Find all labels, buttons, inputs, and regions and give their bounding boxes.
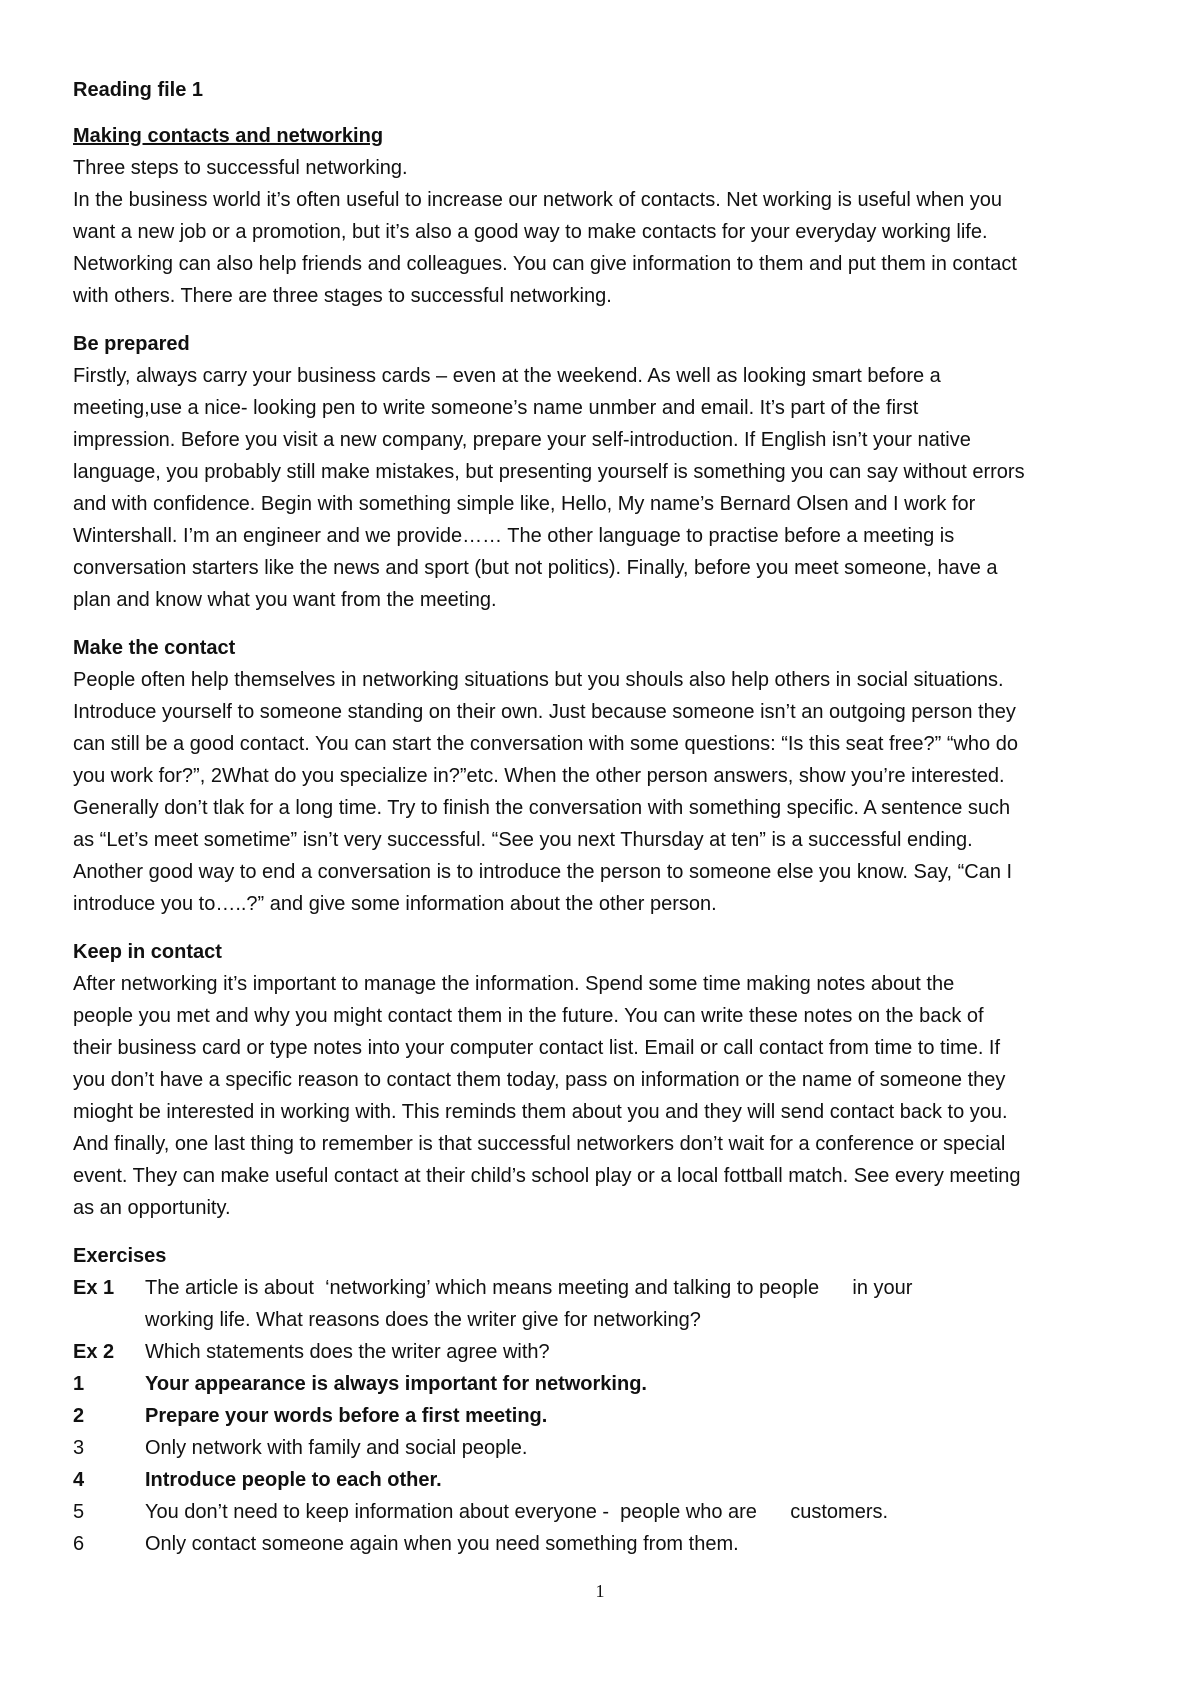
section-line: as an opportunity. — [73, 1197, 231, 1219]
exercises-section — [73, 1240, 1100, 1560]
statement-text: Only contact someone again when you need something from them. — [145, 1533, 739, 1555]
document-title: Reading file 1 — [73, 79, 204, 101]
exercise-2 — [73, 1336, 1100, 1368]
statement-item — [73, 1464, 1100, 1496]
section-line: can still be a good contact. You can start the conversation with some questions: “Is this seat free?” “who do — [73, 733, 1018, 755]
exercise-label: Ex 1 — [73, 1277, 115, 1299]
intro-line: want a new job or a promotion, but it’s also a good way to make contacts for your everyday working life. — [73, 221, 988, 243]
section-line: Introduce yourself to someone standing on their own. Just because someone isn’t an outgoing person they — [73, 701, 1016, 723]
statement-item — [73, 1528, 1100, 1560]
page-number: 1 — [595, 1581, 605, 1601]
exercise-text-line: The article is about ‘networking’ which means meeting and talking to people in your — [145, 1277, 913, 1299]
section-line: you work for?”, 2What do you specialize in?”etc. When the other person answers, show you’re interested. — [73, 765, 1005, 787]
section-line: their business card or type notes into your computer contact list. Email or call contact from time to time. If — [73, 1037, 1001, 1059]
section-heading: Make the contact — [73, 637, 236, 659]
section-line: Wintershall. I’m an engineer and we provide…… The other language to practise before a meeting is — [73, 525, 955, 547]
intro-line: Networking can also help friends and colleagues. You can give information to them and put them in contact — [73, 253, 1017, 275]
exercises-heading: Exercises — [73, 1245, 167, 1267]
statement-text: Introduce people to each other. — [145, 1469, 442, 1491]
section-heading: Be prepared — [73, 333, 190, 355]
intro-line: In the business world it’s often useful to increase our network of contacts. Net working is useful when you — [73, 189, 1003, 211]
statement-number: 4 — [73, 1469, 85, 1491]
intro-line: with others. There are three stages to successful networking. — [73, 285, 612, 307]
statement-text: Your appearance is always important for networking. — [145, 1373, 647, 1395]
section-line: Firstly, always carry your business cards – even at the weekend. As well as looking smart before a — [73, 365, 941, 387]
statement-text: Prepare your words before a first meeting. — [145, 1405, 548, 1427]
section-line: introduce you to…..?” and give some information about the other person. — [73, 893, 717, 915]
intro-paragraph — [73, 152, 1100, 312]
statement-number: 2 — [73, 1405, 85, 1427]
section-line: people you met and why you might contact them in the future. You can write these notes on the back of — [73, 1005, 984, 1027]
statement-number: 5 — [73, 1501, 85, 1523]
section-line: impression. Before you visit a new company, prepare your self-introduction. If English isn’t your native — [73, 429, 971, 451]
statement-item — [73, 1496, 1100, 1528]
section-line: Another good way to end a conversation is to introduce the person to someone else you know. Say, “Can I — [73, 861, 1013, 883]
exercise-1 — [73, 1272, 1100, 1336]
section-line: plan and know what you want from the meeting. — [73, 589, 497, 611]
section-make-the-contact — [73, 632, 1100, 920]
statement-number: 3 — [73, 1437, 85, 1459]
section-keep-in-contact — [73, 936, 1100, 1224]
statement-item — [73, 1432, 1100, 1464]
statement-number: 6 — [73, 1533, 85, 1555]
statement-text: You don’t need to keep information about everyone - people who are customers. — [145, 1501, 889, 1523]
statement-text: Only network with family and social people. — [145, 1437, 528, 1459]
section-be-prepared — [73, 328, 1100, 616]
exercise-text-line: Which statements does the writer agree with? — [145, 1341, 550, 1363]
section-line: as “Let’s meet sometime” isn’t very successful. “See you next Thursday at ten” is a successful ending. — [73, 829, 973, 851]
section-line: event. They can make useful contact at their child’s school play or a local fottball match. See every meeting — [73, 1165, 1021, 1187]
section-line: meeting,use a nice- looking pen to write someone’s name unmber and email. It’s part of the first — [73, 397, 919, 419]
section-heading: Keep in contact — [73, 941, 222, 963]
statement-number: 1 — [73, 1373, 85, 1395]
section-line: mioght be interested in working with. This reminds them about you and they will send contact back to you. — [73, 1101, 1008, 1123]
intro-line: Three steps to successful networking. — [73, 157, 408, 179]
exercise-text-line: working life. What reasons does the writer give for networking? — [145, 1309, 701, 1331]
section-line: conversation starters like the news and sport (but not politics). Finally, before you meet someone, have a — [73, 557, 998, 579]
section-line: And finally, one last thing to remember is that successful networkers don’t wait for a conference or special — [73, 1133, 1006, 1155]
document-body — [73, 74, 1100, 1560]
section-line: you don’t have a specific reason to contact them today, pass on information or the name of someone they — [73, 1069, 1006, 1091]
section-line: and with confidence. Begin with something simple like, Hello, My name’s Bernard Olsen and I work for — [73, 493, 976, 515]
statement-item — [73, 1368, 1100, 1400]
section-line: language, you probably still make mistakes, but presenting yourself is something you can say without errors — [73, 461, 1025, 483]
section-line: After networking it’s important to manage the information. Spend some time making notes about the — [73, 973, 955, 995]
statement-item — [73, 1400, 1100, 1432]
exercise-label: Ex 2 — [73, 1341, 115, 1363]
section-line: People often help themselves in networking situations but you shouls also help others in social situations. — [73, 669, 1004, 691]
article-heading: Making contacts and networking — [73, 125, 384, 147]
exercise-1-text — [145, 1272, 1100, 1336]
section-line: Generally don’t tlak for a long time. Try to finish the conversation with something specific. A sentence such — [73, 797, 1011, 819]
